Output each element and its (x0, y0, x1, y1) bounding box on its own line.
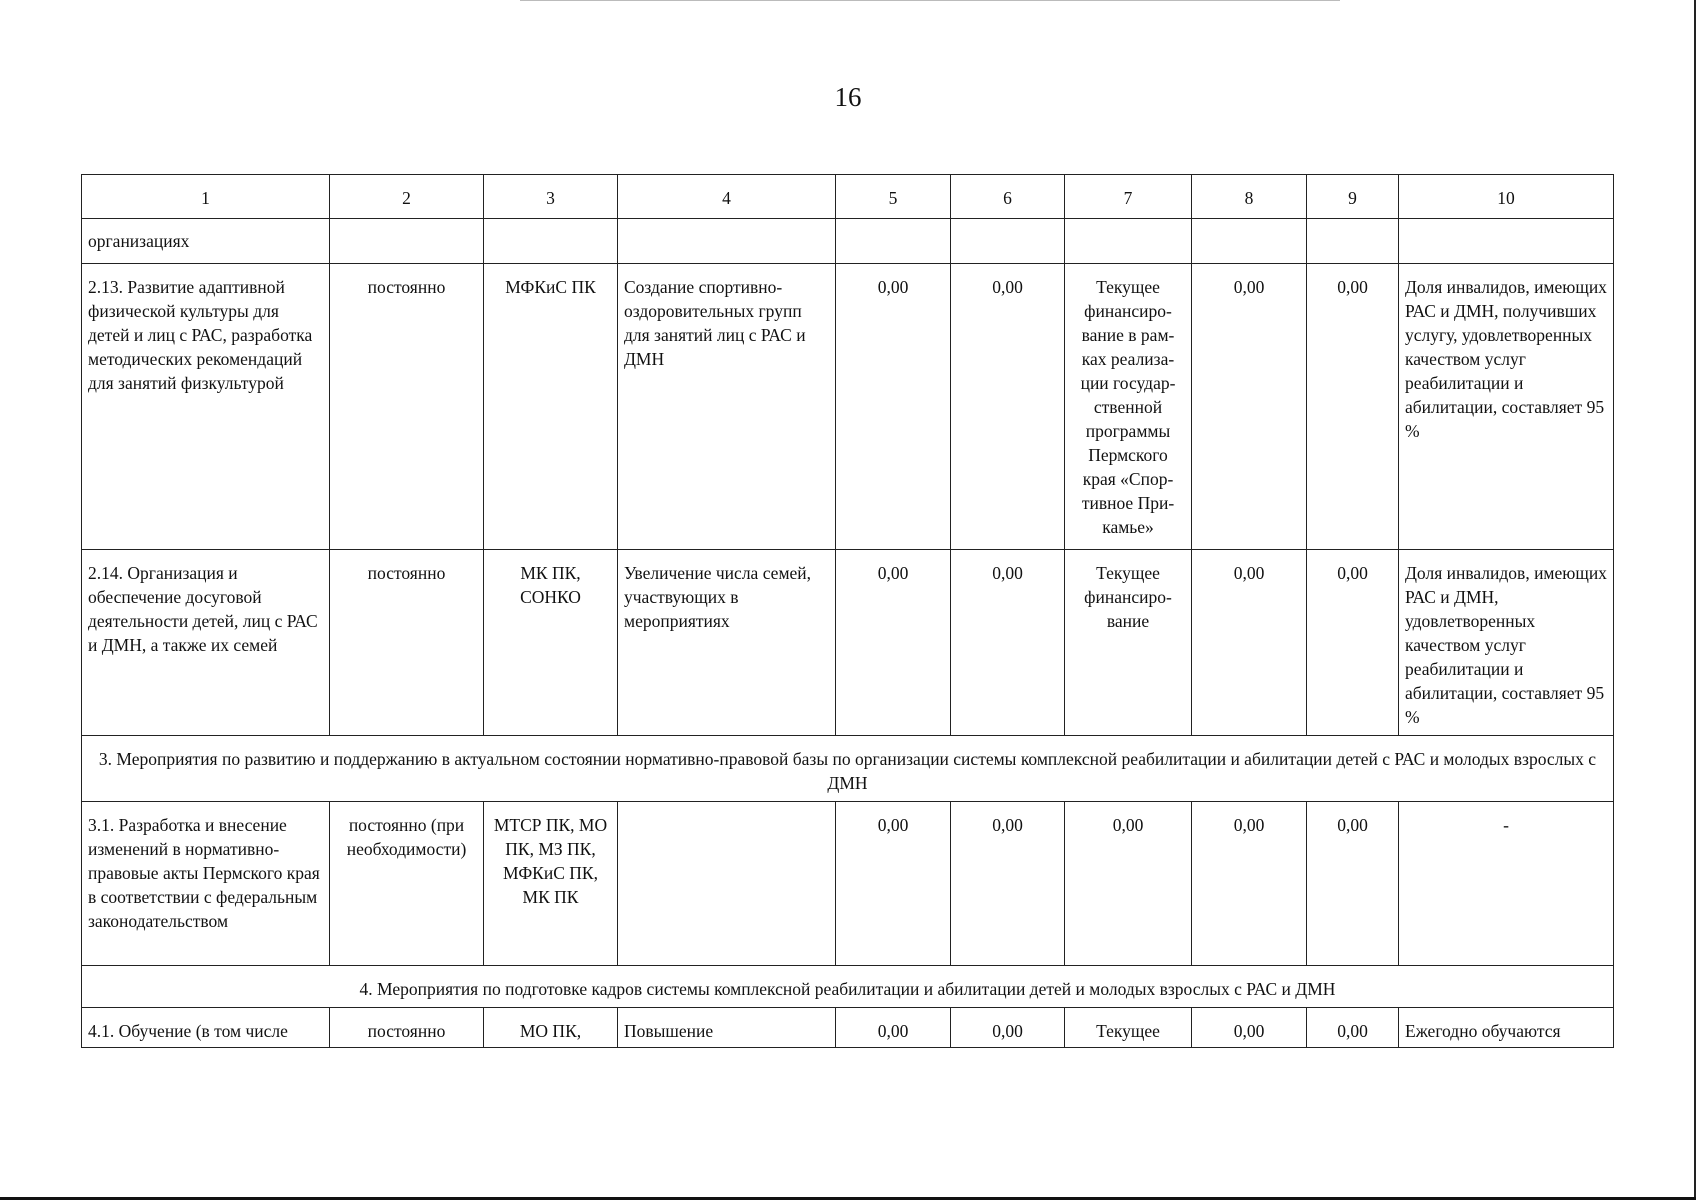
table-row (82, 264, 1614, 550)
column-number: 3 (484, 175, 618, 219)
funding-cell: Текущее финансиро-вание (1065, 550, 1192, 736)
executor-cell: МК ПК, СОНКО (484, 550, 618, 736)
table-cell (1065, 219, 1192, 264)
value-cell: 0,00 (1307, 550, 1399, 736)
indicator-cell: Доля инвалидов, имеющих РАС и ДМН, удовлетворенных качеством услуг реабилитации и абилитации, составляет 95 % (1399, 550, 1614, 736)
column-number: 6 (951, 175, 1065, 219)
scan-top-mark (520, 0, 1340, 1)
funding-cell: 0,00 (1065, 802, 1192, 966)
table-cell (1307, 219, 1399, 264)
table-row (82, 219, 1614, 264)
term-cell: постоянно (330, 1008, 484, 1048)
value-cell: 0,00 (836, 550, 951, 736)
term-cell: постоянно (330, 264, 484, 550)
page-number: 16 (834, 82, 862, 112)
value-cell: 0,00 (1192, 1008, 1307, 1048)
term-cell: постоянно (330, 550, 484, 736)
table-cell (1192, 219, 1307, 264)
executor-cell: МО ПК, (484, 1008, 618, 1048)
value-cell: 0,00 (1307, 802, 1399, 966)
column-number: 7 (1065, 175, 1192, 219)
executor-cell: МФКиС ПК (484, 264, 618, 550)
result-cell: Повышение (618, 1008, 836, 1048)
table-cell (836, 219, 951, 264)
measures-table (81, 174, 1614, 1048)
section-heading-row (82, 736, 1614, 802)
section-heading-row (82, 966, 1614, 1008)
table-cell (330, 219, 484, 264)
table-row (82, 1008, 1614, 1048)
measure-name-cell: 4.1. Обучение (в том числе (82, 1008, 330, 1048)
value-cell: 0,00 (836, 1008, 951, 1048)
value-cell: 0,00 (1192, 802, 1307, 966)
term-cell: постоянно (при необходимости) (330, 802, 484, 966)
column-number: 8 (1192, 175, 1307, 219)
funding-cell: Текущее (1065, 1008, 1192, 1048)
column-number: 10 (1399, 175, 1614, 219)
result-cell (618, 802, 836, 966)
value-cell: 0,00 (1307, 264, 1399, 550)
table-cell (618, 219, 836, 264)
section-heading: 4. Мероприятия по подготовке кадров системы комплексной реабилитации и абилитации детей и молодых взрослых с РАС и ДМН (82, 966, 1614, 1008)
table-row (82, 802, 1614, 966)
column-number: 1 (82, 175, 330, 219)
measure-name-cell: 2.14. Организация и обеспечение досуговой деятельности детей, лиц с РАС и ДМН, а также их семей (82, 550, 330, 736)
value-cell: 0,00 (1192, 264, 1307, 550)
indicator-cell: Доля инвалидов, имеющих РАС и ДМН, получивших услугу, удовлетворенных качеством услуг реабилитации и абилитации, составляет 95 % (1399, 264, 1614, 550)
measure-name-cell: 2.13. Развитие адаптивной физической культуры для детей и лиц с РАС, разработка методических рекомендаций для занятий физкультурой (82, 264, 330, 550)
table-cell (1399, 219, 1614, 264)
value-cell: 0,00 (836, 802, 951, 966)
measure-name-cell: организациях (82, 219, 330, 264)
value-cell: 0,00 (1192, 550, 1307, 736)
funding-cell: Текущее финансиро-вание в рам-ках реализа-ции государ-ственной программы Пермского края «Спор-тивное При-камье» (1065, 264, 1192, 550)
value-cell: 0,00 (951, 264, 1065, 550)
section-heading: 3. Мероприятия по развитию и поддержанию в актуальном состоянии нормативно-правовой базы по организации системы комплексной реабилитации и абилитации детей с РАС и молодых взрослых с ДМН (82, 736, 1614, 802)
indicator-cell: Ежегодно обучаются (1399, 1008, 1614, 1048)
value-cell: 0,00 (951, 550, 1065, 736)
table-row (82, 550, 1614, 736)
value-cell: 0,00 (1307, 1008, 1399, 1048)
value-cell: 0,00 (836, 264, 951, 550)
indicator-cell: - (1399, 802, 1614, 966)
value-cell: 0,00 (951, 1008, 1065, 1048)
column-number: 2 (330, 175, 484, 219)
measure-name-cell: 3.1. Разработка и внесение изменений в нормативно-правовые акты Пермского края в соответствии с федеральным законодательством (82, 802, 330, 966)
table-cell (484, 219, 618, 264)
column-number: 9 (1307, 175, 1399, 219)
column-number: 4 (618, 175, 836, 219)
executor-cell: МТСР ПК, МО ПК, МЗ ПК, МФКиС ПК, МК ПК (484, 802, 618, 966)
table-cell (951, 219, 1065, 264)
column-number-row (82, 175, 1614, 219)
value-cell: 0,00 (951, 802, 1065, 966)
column-number: 5 (836, 175, 951, 219)
result-cell: Увеличение числа семей, участвующих в мероприятиях (618, 550, 836, 736)
result-cell: Создание спортивно-оздоровительных групп для занятий лиц с РАС и ДМН (618, 264, 836, 550)
